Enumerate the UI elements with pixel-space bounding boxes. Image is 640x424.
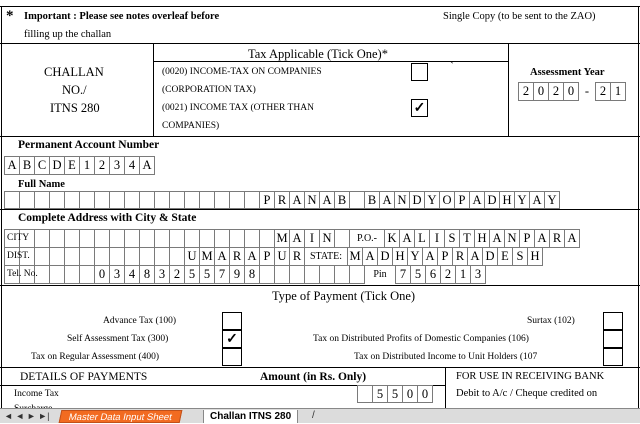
empty-cell	[304, 265, 320, 284]
grid-char: A	[489, 229, 505, 248]
grid-char: U	[274, 247, 290, 266]
pan-grid[interactable]	[4, 156, 155, 175]
empty-cell	[64, 247, 80, 266]
ay-digit: 2	[518, 82, 534, 101]
grid-char: P	[437, 247, 453, 266]
grid-char: H	[474, 229, 490, 248]
grid-char: A	[422, 247, 438, 266]
empty-cell	[259, 229, 275, 248]
amount-digit: 0	[402, 385, 418, 403]
empty-cell	[124, 247, 140, 266]
grid-char: 2	[440, 265, 456, 284]
grid-char: L	[414, 229, 430, 248]
empty-cell	[109, 191, 125, 209]
regular-assessment-checkbox[interactable]	[222, 348, 242, 366]
empty-cell	[199, 229, 215, 248]
grid-char: P	[259, 247, 275, 266]
amount-digit: 0	[417, 385, 433, 403]
empty-cell	[214, 229, 230, 248]
pan-char: A	[4, 156, 20, 175]
grid-char: S	[512, 247, 528, 266]
grid-char: M	[274, 229, 290, 248]
challan-label: CHALLAN	[44, 65, 104, 79]
assessment-year-grid[interactable]	[518, 82, 626, 101]
grid-char: 3	[109, 265, 125, 284]
grid-char: 8	[244, 265, 260, 284]
debit-label: Debit to A/c / Cheque credited on	[456, 388, 598, 399]
amount-digit: 5	[372, 385, 388, 403]
empty-cell	[214, 191, 230, 209]
bank-divider	[445, 367, 446, 408]
distributed-profits-checkbox[interactable]	[603, 330, 623, 348]
challan-divider	[153, 43, 154, 136]
grid-char: O	[439, 191, 455, 209]
address-label: Complete Address with City & State	[18, 212, 197, 224]
payment-type-title: Type of Payment (Tick One)	[272, 289, 416, 303]
empty-cell	[349, 265, 365, 284]
details-label: DETAILS OF PAYMENTS	[20, 371, 148, 383]
grid-char: D	[482, 247, 498, 266]
ay-digit: 1	[610, 82, 626, 101]
grid-char: 3	[154, 265, 170, 284]
distributed-profits-label: Tax on Distributed Profits of Domestic Companies (106)	[313, 334, 529, 344]
tax-applicable-divider	[153, 61, 508, 62]
empty-cell	[199, 191, 215, 209]
tab-master-data-input-sheet[interactable]: Master Data Input Sheet	[59, 410, 183, 423]
asterisk: *	[6, 8, 14, 24]
empty-cell	[64, 229, 80, 248]
empty-cell	[64, 265, 80, 284]
grid-char: M	[347, 247, 363, 266]
grid-char: I	[304, 229, 320, 248]
grid-char: A	[244, 247, 260, 266]
grid-char: A	[362, 247, 378, 266]
empty-cell	[319, 265, 335, 284]
grid-char: D	[409, 191, 425, 209]
grid-char: R	[452, 247, 468, 266]
empty-cell	[19, 191, 35, 209]
empty-cell	[49, 247, 65, 266]
grid-char: N	[319, 229, 335, 248]
pan-char: 4	[124, 156, 140, 175]
frame-left	[1, 6, 2, 408]
full-name-grid[interactable]	[4, 191, 560, 209]
empty-cell	[169, 191, 185, 209]
state-label: STATE:	[304, 247, 348, 266]
grid-char: 7	[214, 265, 230, 284]
grid-char: A	[534, 229, 550, 248]
empty-cell	[4, 191, 20, 209]
pin-label: Pin	[373, 269, 387, 280]
empty-cell	[139, 247, 155, 266]
grid-char: A	[319, 191, 335, 209]
pan-char: A	[139, 156, 155, 175]
grid-char: E	[497, 247, 513, 266]
assessment-divider	[508, 43, 509, 136]
challan-no-label: NO./	[62, 83, 87, 97]
regular-assessment-label: Tax on Regular Assessment (400)	[31, 352, 160, 362]
unit-holders-label: Tax on Distributed Income to Unit Holders (107	[354, 352, 538, 362]
ay-digit: 2	[595, 82, 611, 101]
city-label: CITY	[7, 233, 30, 243]
grid-char: 5	[184, 265, 200, 284]
pan-char: 1	[79, 156, 95, 175]
empty-cell	[259, 265, 275, 284]
empty-cell	[184, 191, 200, 209]
tel-grid[interactable]	[4, 265, 486, 284]
grid-char: P	[454, 191, 470, 209]
empty-cell	[94, 191, 110, 209]
unit-holders-checkbox[interactable]	[603, 348, 623, 366]
grid-char: 1	[455, 265, 471, 284]
grid-char: R	[229, 247, 245, 266]
tab-separator: /	[312, 410, 315, 421]
grid-char: Y	[424, 191, 440, 209]
address-divider	[0, 285, 640, 286]
grid-char: 9	[229, 265, 245, 284]
tax-applicable-title: Tax Applicable (Tick One)*	[248, 47, 388, 61]
grid-char: I	[429, 229, 445, 248]
grid-char: R	[274, 191, 290, 209]
grid-char: 3	[470, 265, 486, 284]
pan-label: Permanent Account Number	[18, 139, 160, 151]
frame-right	[638, 6, 639, 408]
pan-char: E	[64, 156, 80, 175]
name-divider	[0, 209, 640, 210]
amount-grid[interactable]	[357, 385, 433, 403]
grid-char: A	[469, 191, 485, 209]
empty-cell	[79, 265, 95, 284]
empty-cell	[34, 229, 50, 248]
amount-label: Amount (in Rs. Only)	[260, 371, 367, 383]
empty-cell	[79, 191, 95, 209]
empty-cell	[244, 191, 260, 209]
grid-char: R	[289, 247, 305, 266]
grid-char: 0	[94, 265, 110, 284]
payment-type-divider	[0, 367, 640, 368]
ay-digit: 0	[563, 82, 579, 101]
full-name-label: Full Name	[18, 179, 65, 190]
ay-digit: 2	[548, 82, 564, 101]
grid-char: A	[564, 229, 580, 248]
opt-companies-2: (CORPORATION TAX)	[162, 85, 256, 95]
grid-char: R	[549, 229, 565, 248]
stray-mark: `	[450, 61, 454, 73]
empty-cell	[334, 265, 350, 284]
other-companies-checkbox[interactable]	[411, 99, 428, 117]
grid-char: U	[184, 247, 200, 266]
grid-char: M	[199, 247, 215, 266]
empty-cell	[169, 229, 185, 248]
grid-char: A	[379, 191, 395, 209]
tick-icon: ✓	[226, 331, 238, 347]
empty-cell	[34, 247, 50, 266]
grid-char: 7	[395, 265, 411, 284]
grid-char: A	[467, 247, 483, 266]
pan-char: 2	[94, 156, 110, 175]
empty-cell	[357, 385, 373, 403]
opt-other-2: COMPANIES)	[162, 121, 220, 131]
empty-cell	[49, 265, 65, 284]
city-grid[interactable]	[4, 229, 580, 248]
grid-char: B	[364, 191, 380, 209]
empty-cell	[184, 229, 200, 248]
pan-char: B	[19, 156, 35, 175]
grid-char: N	[394, 191, 410, 209]
grid-char: H	[392, 247, 408, 266]
header-divider	[0, 43, 640, 44]
empty-cell	[109, 229, 125, 248]
empty-cell	[139, 229, 155, 248]
grid-char: S	[444, 229, 460, 248]
empty-cell	[79, 229, 95, 248]
empty-cell	[169, 247, 185, 266]
grid-char: B	[334, 191, 350, 209]
grid-char: A	[399, 229, 415, 248]
empty-cell	[94, 247, 110, 266]
empty-cell	[154, 229, 170, 248]
self-assessment-checkbox[interactable]	[222, 330, 242, 348]
empty-cell	[49, 191, 65, 209]
pan-divider	[0, 136, 640, 137]
empty-cell	[124, 229, 140, 248]
empty-cell	[94, 229, 110, 248]
empty-cell	[139, 191, 155, 209]
grid-char: A	[289, 229, 305, 248]
grid-char: H	[527, 247, 543, 266]
empty-cell	[124, 191, 140, 209]
tab-challan-itns-280[interactable]: Challan ITNS 280	[203, 410, 298, 423]
empty-cell	[34, 191, 50, 209]
frame-top	[0, 6, 640, 7]
grid-char: D	[377, 247, 393, 266]
opt-other: (0021) INCOME TAX (OTHER THAN	[162, 103, 314, 113]
grid-char: 2	[169, 265, 185, 284]
empty-cell	[229, 191, 245, 209]
pan-char: C	[34, 156, 50, 175]
ay-digit: 0	[533, 82, 549, 101]
grid-char	[334, 229, 350, 248]
companies-checkbox[interactable]	[411, 63, 428, 81]
sheet-tab-bar	[0, 408, 640, 423]
grid-char: P	[259, 191, 275, 209]
opt-companies: (0020) INCOME-TAX ON COMPANIES	[162, 67, 322, 77]
sheet-nav-arrows[interactable]: ◄ ◄ ► ►|	[4, 411, 50, 421]
empty-cell	[154, 191, 170, 209]
grid-char: N	[504, 229, 520, 248]
grid-char: Y	[544, 191, 560, 209]
copy-note: Single Copy (to be sent to the ZAO)	[443, 11, 596, 22]
dist-grid[interactable]	[4, 247, 543, 266]
important-note: Important : Please see notes overleaf before	[24, 11, 220, 22]
assessment-year-label: Assessment Year	[530, 67, 605, 78]
tick-icon: ✓	[413, 100, 426, 116]
grid-char	[349, 191, 365, 209]
empty-cell	[49, 229, 65, 248]
bank-label: FOR USE IN RECEIVING BANK	[456, 371, 605, 382]
empty-cell	[274, 265, 290, 284]
grid-char: P	[519, 229, 535, 248]
ay-separator: -	[584, 84, 590, 98]
grid-char: A	[529, 191, 545, 209]
grid-char: 5	[199, 265, 215, 284]
grid-char: 5	[410, 265, 426, 284]
grid-char: H	[499, 191, 515, 209]
important-note-2: filling up the challan	[24, 29, 112, 40]
pan-char: D	[49, 156, 65, 175]
dist-label: DIST.	[7, 251, 30, 261]
self-assessment-label: Self Assessment Tax (300)	[67, 334, 169, 344]
grid-char: Y	[514, 191, 530, 209]
income-tax-label: Income Tax	[14, 389, 59, 399]
pan-char: 3	[109, 156, 125, 175]
advance-tax-checkbox[interactable]	[222, 312, 242, 330]
empty-cell	[109, 247, 125, 266]
grid-char: K	[384, 229, 400, 248]
empty-cell	[289, 265, 305, 284]
grid-char: 6	[425, 265, 441, 284]
empty-cell	[154, 247, 170, 266]
challan-itns-label: ITNS 280	[50, 101, 100, 115]
empty-cell	[79, 247, 95, 266]
grid-char: T	[459, 229, 475, 248]
tel-label: Tel. No.	[7, 269, 38, 279]
grid-char: D	[484, 191, 500, 209]
empty-cell	[64, 191, 80, 209]
grid-char: A	[289, 191, 305, 209]
grid-char: 8	[139, 265, 155, 284]
empty-cell	[244, 229, 260, 248]
grid-char: P.O.-	[349, 229, 385, 248]
surtax-label: Surtax (102)	[527, 316, 575, 326]
surtax-checkbox[interactable]	[603, 312, 623, 330]
amount-digit: 5	[387, 385, 403, 403]
grid-char: 4	[124, 265, 140, 284]
advance-tax-label: Advance Tax (100)	[103, 316, 177, 326]
grid-char: Y	[407, 247, 423, 266]
grid-char: N	[304, 191, 320, 209]
grid-char: A	[214, 247, 230, 266]
empty-cell	[229, 229, 245, 248]
